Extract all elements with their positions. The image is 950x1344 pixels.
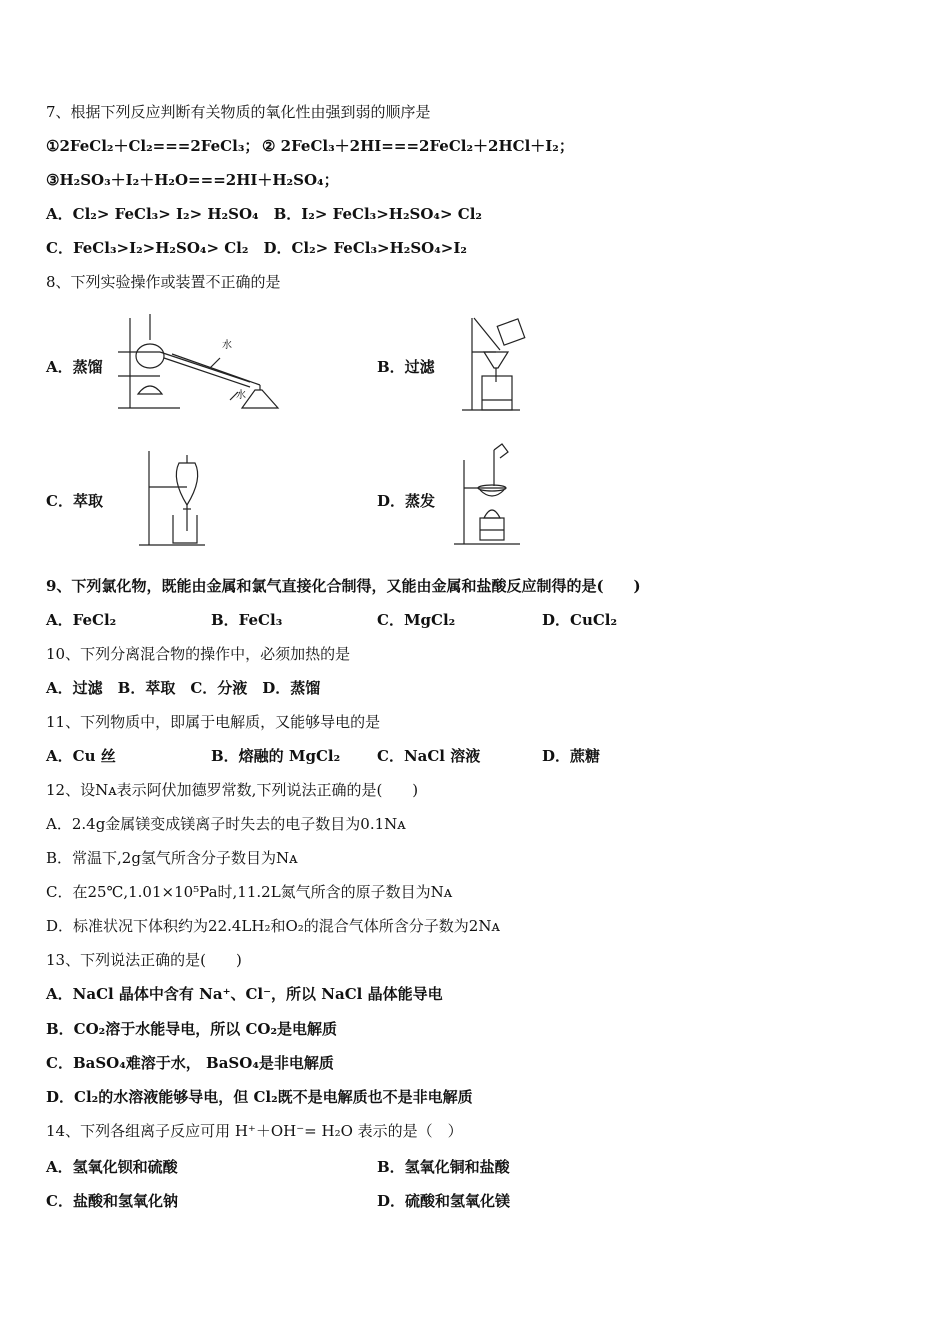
water-in-label: 水 [222, 340, 232, 351]
q12-option-b[interactable]: B．常温下,2g氢气所含分子数目为Nᴀ [46, 849, 298, 867]
q7-reaction-2: ② 2FeCl₃＋2HI===2FeCl₂＋2HCl＋I₂； [262, 137, 574, 155]
q13-option-c[interactable]: C．BaSO₄难溶于水， BaSO₄是非电解质 [46, 1054, 334, 1072]
q8-stem: 8、下列实验操作或装置不正确的是 [46, 273, 281, 291]
q11-option-b[interactable]: B．熔融的 MgCl₂ [211, 747, 341, 765]
q7-stem: 7、根据下列反应判断有关物质的氧化性由强到弱的顺序是 [46, 103, 431, 121]
q8-option-d[interactable]: D．蒸发 [377, 492, 436, 510]
q11-option-a[interactable]: A．Cu 丝 [46, 747, 116, 765]
q7-options-cd: C．FeCl₃>I₂>H₂SO₄> Cl₂ D．Cl₂> FeCl₃>H₂SO₄>I₂ [46, 239, 467, 257]
q14-stem: 14、下列各组离子反应可用 H⁺＋OH⁻= H₂O 表示的是（ ） [46, 1122, 463, 1140]
q12-option-a[interactable]: A．2.4g金属镁变成镁离子时失去的电子数目为0.1Nᴀ [46, 815, 406, 833]
q7-options-ab: A．Cl₂> FeCl₃> I₂> H₂SO₄ B．I₂> FeCl₃>H₂SO₄> Cl₂ [46, 205, 483, 223]
q12-option-c[interactable]: C．在25℃,1.01×10⁵Pa时,11.2L氮气所含的原子数目为Nᴀ [46, 883, 453, 901]
q8-option-b[interactable]: B．过滤 [377, 358, 435, 376]
q13-option-b[interactable]: B．CO₂溶于水能导电，所以 CO₂是电解质 [46, 1020, 338, 1038]
filtration-apparatus-figure [460, 310, 530, 415]
q7-reaction-3: ③H₂SO₃＋I₂＋H₂O===2HI＋H₂SO₄； [46, 171, 339, 189]
q10-options[interactable]: A．过滤 B．萃取 C．分液 D．蒸馏 [46, 679, 321, 697]
q9-option-b[interactable]: B．FeCl₃ [211, 611, 283, 629]
q14-option-c[interactable]: C．盐酸和氢氧化钠 [46, 1192, 178, 1210]
q8-option-c[interactable]: C．萃取 [46, 492, 103, 510]
q11-option-d[interactable]: D．蔗糖 [542, 747, 601, 765]
distillation-apparatus-figure [110, 310, 285, 415]
q13-option-d[interactable]: D．Cl₂的水溶液能够导电，但 Cl₂既不是电解质也不是非电解质 [46, 1088, 473, 1106]
q12-option-d[interactable]: D．标准状况下体积约为22.4LH₂和O₂的混合气体所含分子数为2Nᴀ [46, 917, 500, 935]
q8-option-a[interactable]: A．蒸馏 [46, 358, 103, 376]
q14-option-a[interactable]: A．氢氧化钡和硫酸 [46, 1158, 178, 1176]
q9-option-a[interactable]: A．FeCl₂ [46, 611, 117, 629]
q11-option-c[interactable]: C．NaCl 溶液 [377, 747, 481, 765]
q14-option-b[interactable]: B．氢氧化铜和盐酸 [377, 1158, 510, 1176]
q9-option-c[interactable]: C．MgCl₂ [377, 611, 456, 629]
q12-stem: 12、设Nᴀ表示阿伏加德罗常数,下列说法正确的是( ) [46, 781, 419, 799]
water-out-label: 水 [236, 390, 246, 401]
q9-option-d[interactable]: D．CuCl₂ [542, 611, 618, 629]
q10-stem: 10、下列分离混合物的操作中，必须加热的是 [46, 645, 351, 663]
q9-stem: 9、下列氯化物，既能由金属和氯气直接化合制得，又能由金属和盐酸反应制得的是( ) [46, 577, 641, 595]
q7-reaction-1: ①2FeCl₂＋Cl₂===2FeCl₃； [46, 137, 260, 155]
q14-option-d[interactable]: D．硫酸和氢氧化镁 [377, 1192, 511, 1210]
q11-stem: 11、下列物质中，即属于电解质，又能够导电的是 [46, 713, 381, 731]
q13-option-a[interactable]: A．NaCl 晶体中含有 Na⁺、Cl⁻，所以 NaCl 晶体能导电 [46, 985, 443, 1003]
extraction-apparatus-figure [135, 445, 215, 550]
evaporation-apparatus-figure [450, 440, 530, 550]
q13-stem: 13、下列说法正确的是( ) [46, 951, 242, 969]
